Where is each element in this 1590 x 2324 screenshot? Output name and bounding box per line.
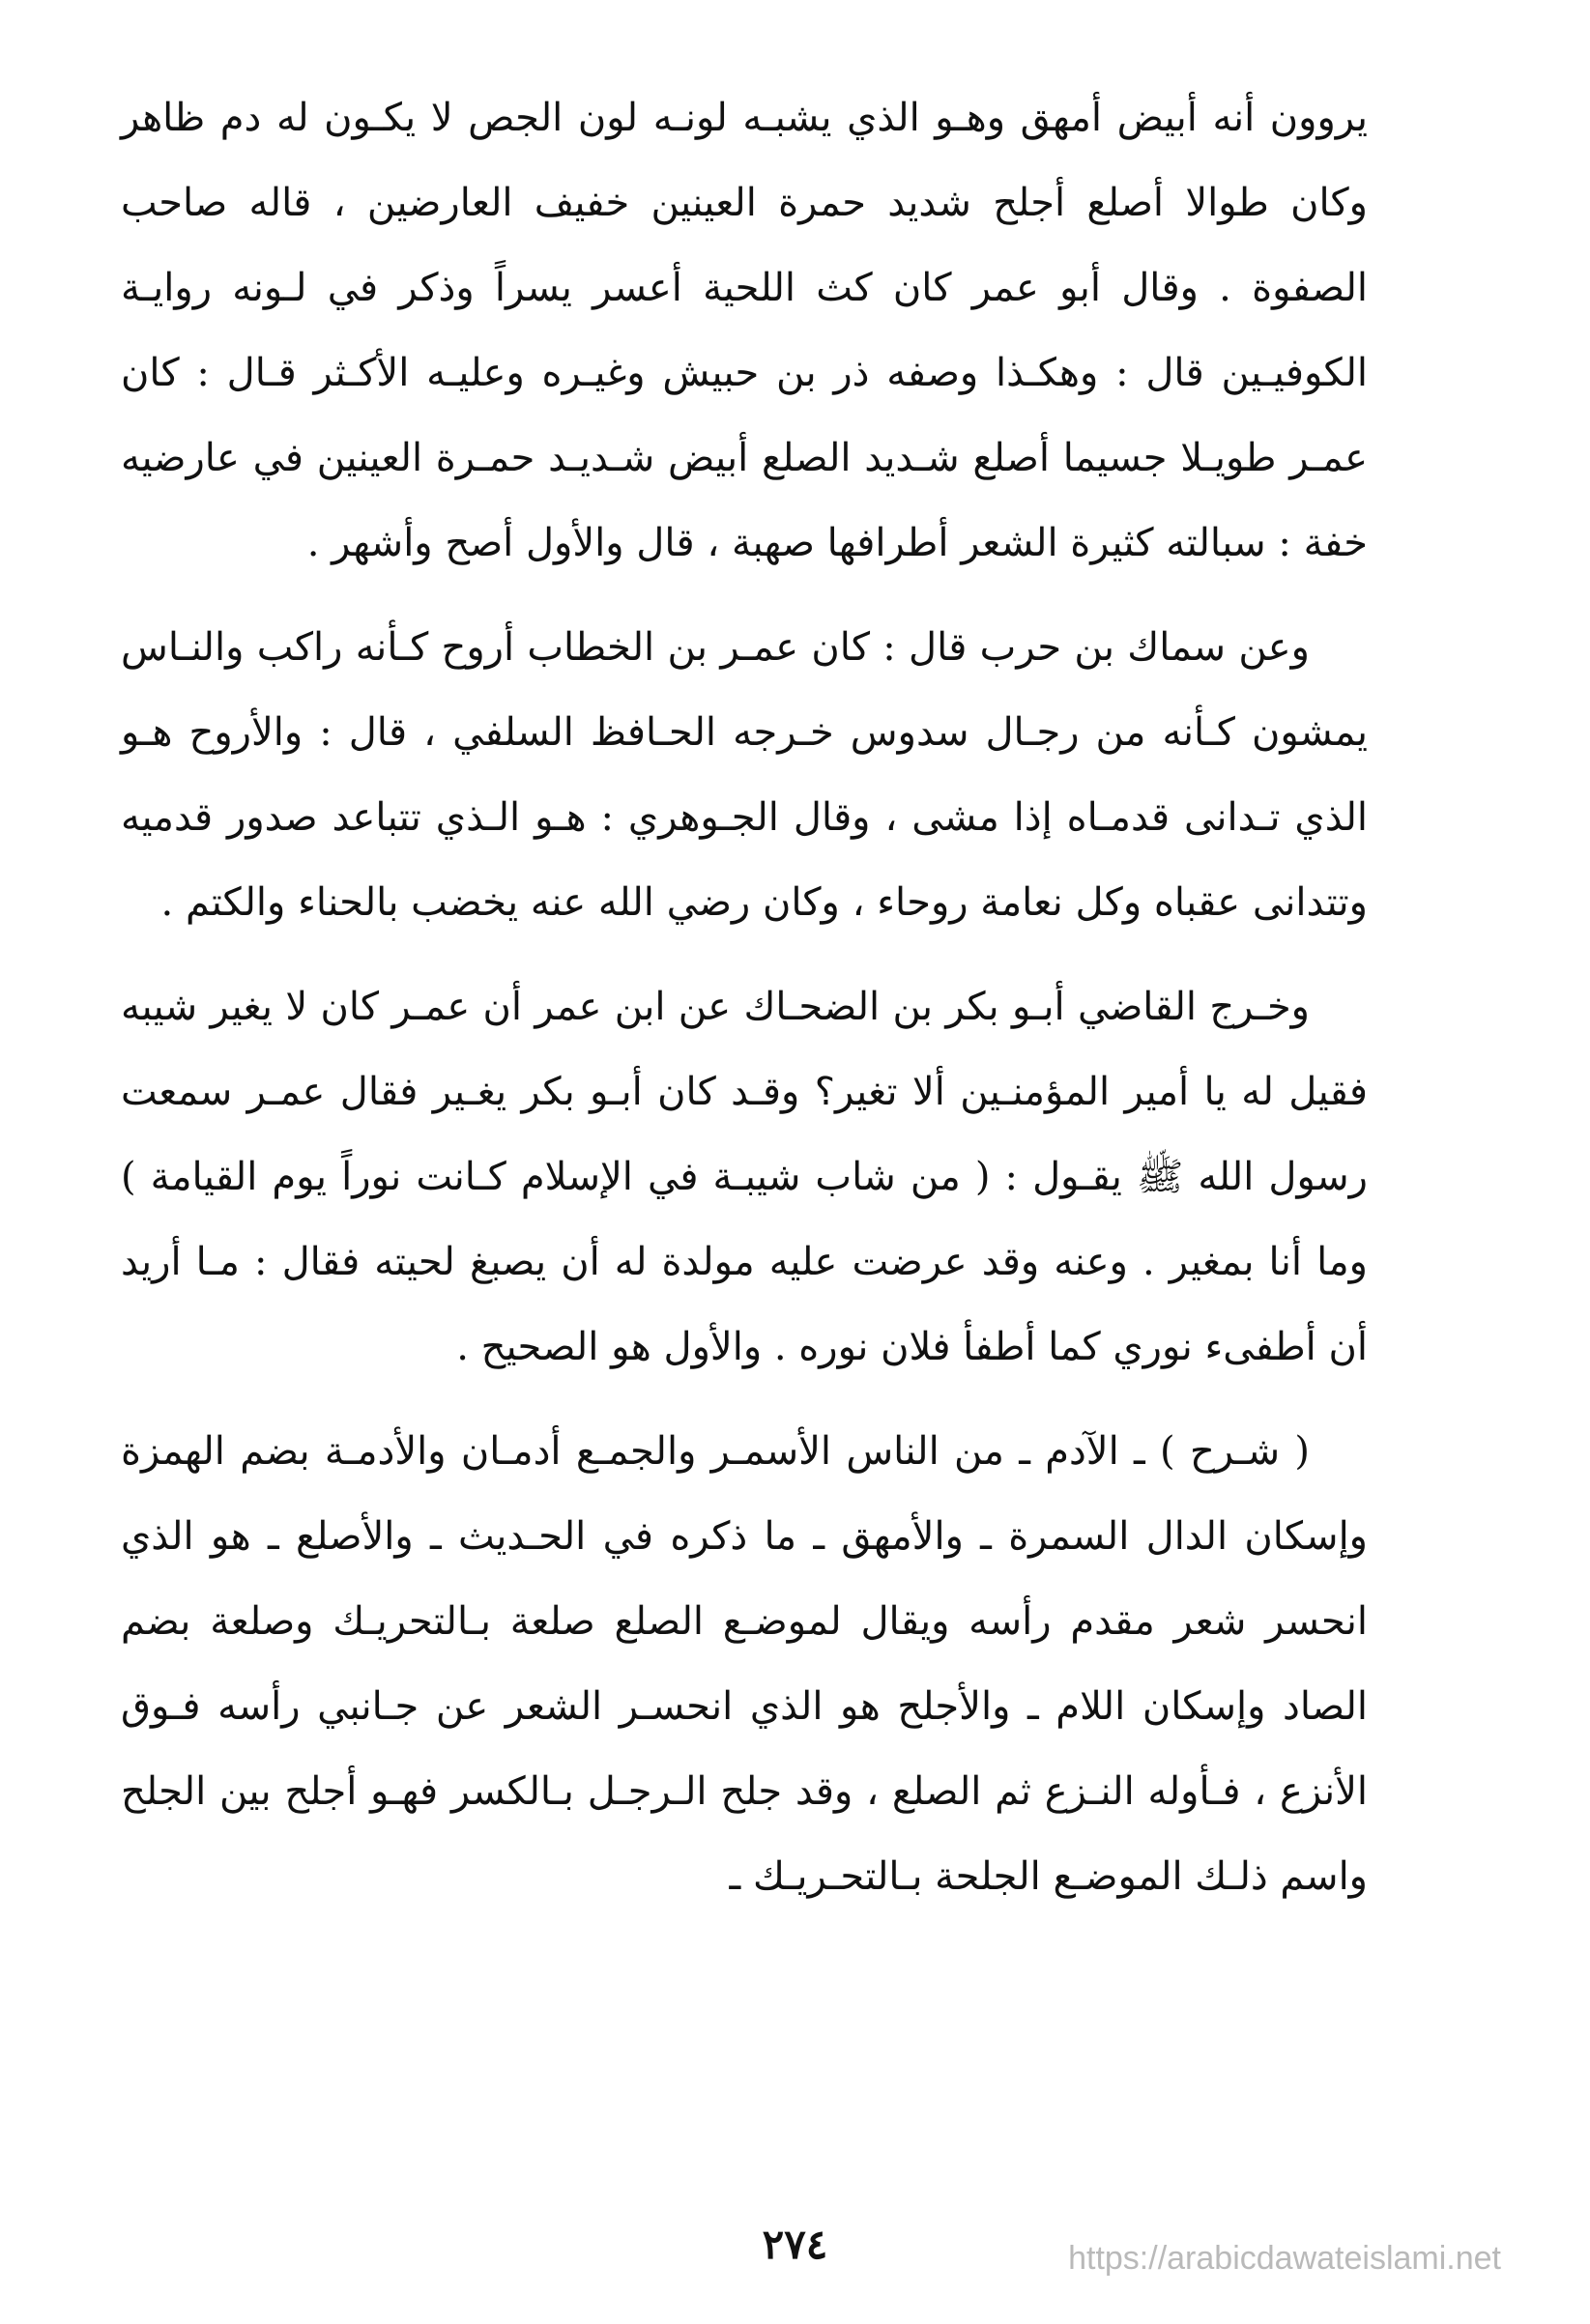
paragraph-2: وعن سماك بن حرب قال : كان عمـر بن الخطاب أروح كـأنه راكب والنـاس يمشون كـأنه من رجـال سدوس خـرجه الحـافظ السلفي ، قال : والأروح هـو الذي تـدانى قدمـاه إذا مشى ، وقال الجـوهري : هـو الـذي تتباعد صدور قدميه وتتدانى عقباه وكل نعامة روحاء ، وكان رضي الله عنه يخضب بالحناء والكتم . [121,625,1368,925]
main-text [121,75,1368,1919]
watermark-url: https://arabicdawateislami.net [1068,2240,1501,2277]
page-number: ٢٧٤ [762,2221,828,2268]
paragraph-1: يروون أنه أبيض أمهق وهـو الذي يشبـه لونـه لون الجص لا يكـون له دم ظاهر وكان طوالا أصلع أجلح شديد حمرة العينين خفيف العارضين ، قاله صاحب الصفوة . وقال أبو عمر كان كث اللحية أعسر يسراً وذكر في لـونه روايـة الكوفيـين قال : وهكـذا وصفه ذر بن حبيش وغيـره وعليـه الأكـثر قـال : كان عمـر طويـلا جسيما أصلع شـديد الصلع أبيض شـديـد حمـرة العينين في عارضيه خفة : سبالته كثيرة الشعر أطرافها صهبة ، قال والأول أصح وأشهر . [121,96,1368,565]
paragraph-3: وخـرج القاضي أبـو بكر بن الضحـاك عن ابن عمر أن عمـر كان لا يغير شيبه فقيل له يا أمير المؤمنـين ألا تغير؟ وقـد كان أبـو بكر يغـير فقال عمـر سمعت رسول الله ﷺ يقـول : ( من شاب شيبـة في الإسلام كـانت نوراً يوم القيامة ) وما أنا بمغير . وعنه وقد عرضت عليه مولدة له أن يصبغ لحيته فقال : مـا أريد أن أطفىء نوري كما أطفأ فلان نوره . والأول هو الصحيح . [121,985,1368,1369]
paragraph-4: ( شـرح ) ـ الآدم ـ من الناس الأسمـر والجمـع أدمـان والأدمـة بضم الهمزة وإسكان الدال السمرة ـ والأمهق ـ ما ذكره في الحـديث ـ والأصلع ـ هو الذي انحسر شعر مقدم رأسه ويقال لموضـع الصلع صلعة بـالتحريـك وصلعة بضم الصاد وإسكان اللام ـ والأجلح هو الذي انحسـر الشعر عن جـانبي رأسه فـوق الأنزع ، فـأوله النـزع ثم الصلع ، وقد جلح الـرجـل بـالكسر فهـو أجلح بين الجلح واسم ذلـك الموضـع الجلحة بـالتحـريـك ـ [121,1429,1369,1899]
